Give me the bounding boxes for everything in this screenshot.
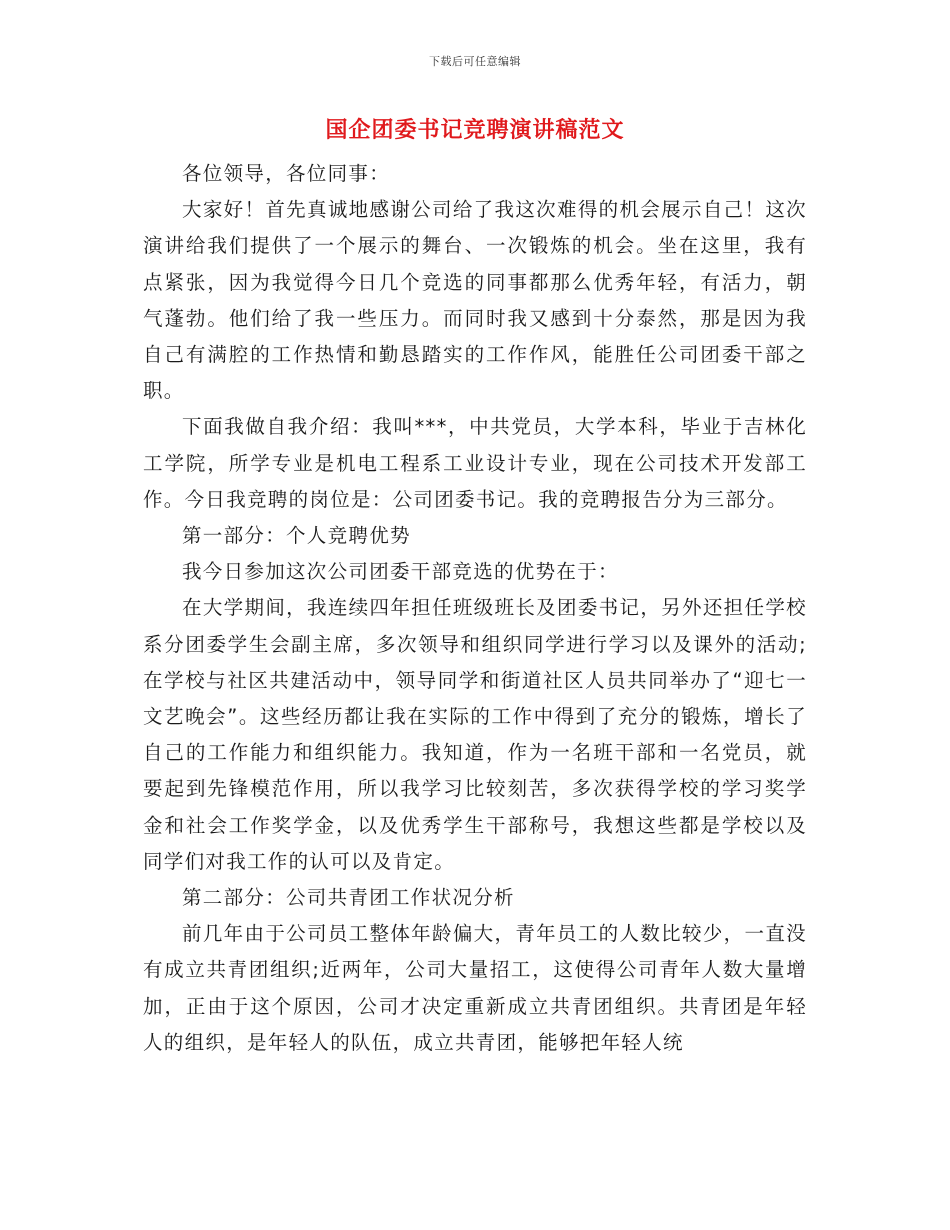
document-title: 国企团委书记竞聘演讲稿范文 xyxy=(325,117,625,143)
section-heading-part-two: 第二部分：公司共青团工作状况分析 xyxy=(182,886,515,910)
paragraph-university-experience: 在大学期间，我连续四年担任班级班长及团委书记，另外还担任学校系分团委学生会副主席，多次领导和组织同学进行学习以及课外的活动;在学校与社区共建活动中，领导同学和街道社区人员共同举办了“迎七一文艺晚会”。这些经历都让我在实际的工作中得到了充分的锻炼，增长了自己的工作能力和组织能力。我知道，作为一名班干部和一名党员，就要起到先锋模范作用，所以我学习比较刻苦，多次获得学校的学习奖学金和社会工作奖学金，以及优秀学生干部称号，我想这些都是学校以及同学们对我工作的认可以及肯定。 xyxy=(143,596,807,873)
paragraph-opening: 大家好！首先真诚地感谢公司给了我这次难得的机会展示自己！这次演讲给我们提供了一个展示的舞台、一次锻炼的机会。坐在这里，我有点紧张，因为我觉得今日几个竞选的同事都那么优秀年轻，有活力，朝气蓬勃。他们给了我一些压力。而同时我又感到十分泰然，那是因为我自己有满腔的工作热情和勤恳踏实的工作作风，能胜任公司团委干部之职。 xyxy=(143,198,807,403)
paragraph-advantages-intro: 我今日参加这次公司团委干部竞选的优势在于： xyxy=(182,560,619,584)
paragraph-self-introduction: 下面我做自我介绍：我叫***，中共党员，大学本科，毕业于吉林化工学院，所学专业是机电工程系工业设计专业，现在公司技术开发部工作。今日我竞聘的岗位是：公司团委书记。我的竞聘报告分为三部分。 xyxy=(143,415,807,511)
section-heading-part-one: 第一部分：个人竞聘优势 xyxy=(182,524,411,548)
paragraph-league-analysis: 前几年由于公司员工整体年龄偏大，青年员工的人数比较少，一直没有成立共青团组织;近两年，公司大量招工，这使得公司青年人数大量增加，正由于这个原因，公司才决定重新成立共青团组织。共青团是年轻人的组织，是年轻人的队伍，成立共青团，能够把年轻人统 xyxy=(143,922,807,1054)
paragraph-greeting: 各位领导，各位同事： xyxy=(182,162,391,185)
document-body xyxy=(143,156,807,1061)
page-header-note: 下载后可任意编辑 xyxy=(429,55,521,68)
